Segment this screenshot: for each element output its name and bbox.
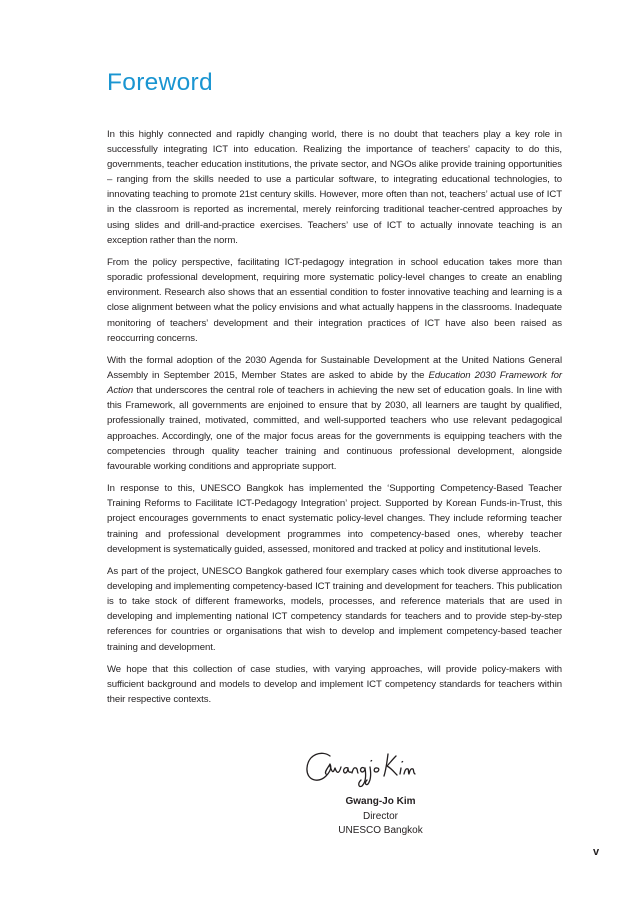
paragraph-3-end: that underscores the central role of teachers in achieving the new set of education goals. In line with this Framework, all governments are enjoined to ensure that by 2030, all learners are taught by qualified, professionally trained, motivated, committed, and well-supported teachers who use relevant pedagogical approaches. Accordingly, one of the major focus areas for the governments is equipping teachers with the competencies through quality teacher training and continuous professional development, alongside favourable working conditions and appropriate support. <box>107 385 562 472</box>
handwritten-signature <box>300 742 440 792</box>
page-title: Foreword <box>107 69 213 96</box>
paragraph-4: In response to this, UNESCO Bangkok has implemented the ‘Supporting Competency-Based Teacher Training Reforms to Facilitate ICT-Pedagogy Integration’ project. Supported by Korean Funds-in-Trust, this project encourages governments to enact systematic policy-level changes. They include reforming teacher training and professional development programmes into competency-based ones, whereby teacher development is systematically guided, assessed, monitored and tracked at policy and institutional levels. <box>107 483 562 555</box>
signatory-name: Gwang-Jo Kim <box>345 796 416 807</box>
paragraph-5: As part of the project, UNESCO Bangkok gathered four exemplary cases which took diverse approaches to developing and implementing competency-based ICT training and development for teachers. This publication is to take stock of different frameworks, models, processes, and reference materials that are used in developing and implementing national ICT competency standards for teachers and to provide step-by-step references for countries or organisations that wish to develop and implement competency-based teacher training and development. <box>107 566 562 653</box>
foreword-body <box>107 127 562 715</box>
signatory-organization: UNESCO Bangkok <box>338 825 423 836</box>
paragraph-2: From the policy perspective, facilitating ICT-pedagogy integration in school education takes more than sporadic professional development, requiring more systematic policy-level changes to create an enabling environment. Research also shows that an essential condition to foster innovative teaching and learning is a close alignment between what the policy envisions and what actually happens in the classrooms. Inadequate monitoring of teachers’ development and their integration practices of ICT have also been raised as reoccurring concerns. <box>107 257 562 344</box>
paragraph-1: In this highly connected and rapidly changing world, there is no doubt that teachers play a key role in successfully integrating ICT into education. Realizing the importance of teachers’ capacity to do this, governments, teacher education institutions, the private sector, and NGOs alike provide training opportunities – ranging from the skills needed to use a particular software, to integrating educational technologies, to innovating teaching to promote 21st century skills. However, more often than not, teachers’ actual use of ICT in the classroom is reported as incremental, merely reinforcing traditional teacher-centred approaches by using slides and drill-and-practice exercises. Teachers’ use of ICT to actually innovate teaching is an exception rather than the norm. <box>107 129 562 246</box>
framework-title: Education 2030 Framework for Action <box>107 370 562 397</box>
paragraph-3-start: With the formal adoption of the 2030 Agenda for Sustainable Development at the United Nations General Assembly in September 2015, Member States are asked to abide by the <box>107 355 562 382</box>
page-number: v <box>593 846 600 858</box>
signatory-role: Director <box>362 810 398 822</box>
paragraph-6: We hope that this collection of case studies, with varying approaches, will provide policy-makers with sufficient background and models to develop and implement ICT competency standards for teachers within their respective contexts. <box>107 664 562 706</box>
signature-block <box>323 795 438 839</box>
paragraph-3 <box>107 353 562 474</box>
